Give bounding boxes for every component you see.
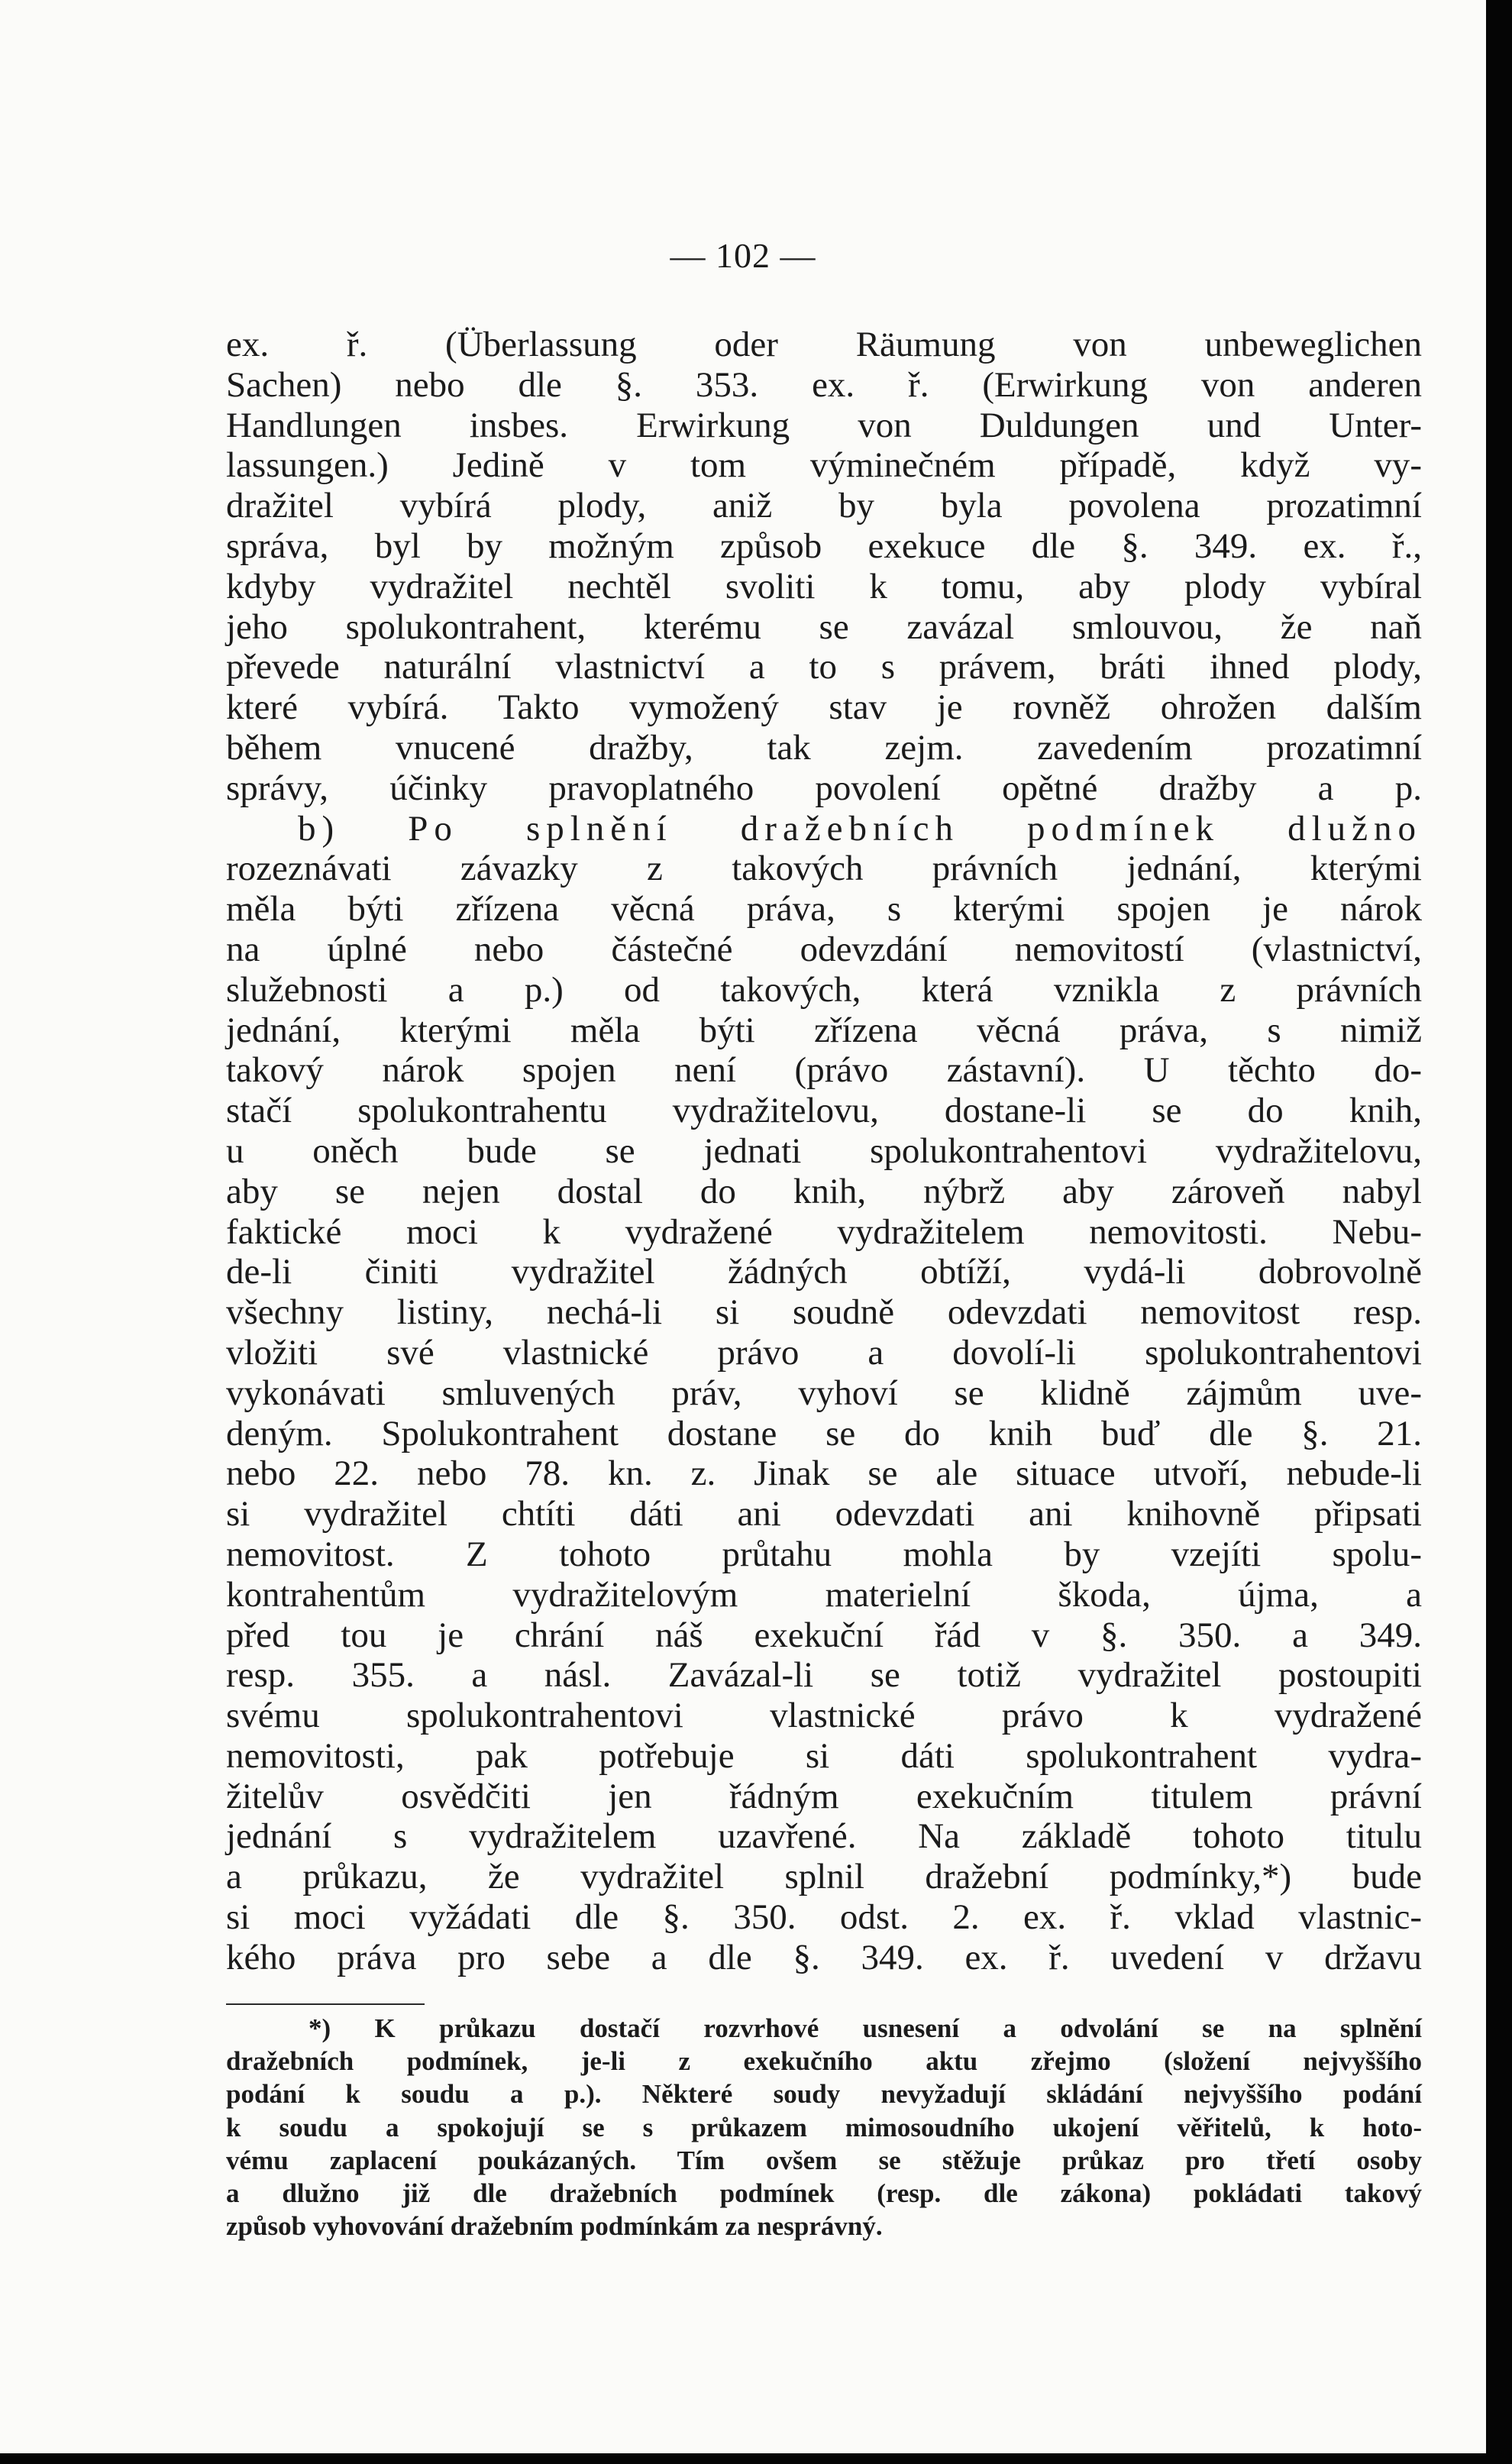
text-line: dražitel vybírá plody, aniž by byla povolena prozatimní bbox=[226, 486, 1422, 526]
text-line: nemovitosti, pak potřebuje si dáti spolukontrahent vydra- bbox=[226, 1735, 1422, 1776]
text-line: svému spolukontrahentovi vlastnické právo k vydražené bbox=[226, 1696, 1422, 1736]
text-line: Sachen) nebo dle §. 353. ex. ř. (Erwirkung von anderen bbox=[226, 364, 1422, 405]
footnote-line: způsob vyhovování dražebním podmínkám za nesprávný. bbox=[226, 2211, 883, 2242]
text-line: služebnosti a p.) od takových, která vznikla z právních bbox=[226, 969, 1422, 1010]
text-line: jednání, kterými měla býti zřízena věcná práva, s nimiž bbox=[226, 1010, 1422, 1050]
scan-border-bottom bbox=[0, 2453, 1512, 2464]
text-line: žitelův osvědčiti jen řádným exekučním titulem právní bbox=[226, 1776, 1422, 1816]
text-line: jednání s vydražitelem uzavřené. Na základě tohoto titulu bbox=[226, 1816, 1422, 1857]
scan-border-right bbox=[1486, 0, 1512, 2464]
text-line: kdyby vydražitel nechtěl svoliti k tomu, aby plody vybíral bbox=[226, 566, 1422, 606]
text-line: na úplné nebo částečné odevzdání nemovitostí (vlastnictví, bbox=[226, 929, 1422, 969]
text-line: deným. Spolukontrahent dostane se do knih buď dle §. 21. bbox=[226, 1413, 1422, 1454]
text-line: před tou je chrání náš exekuční řád v §. 350. a 349. bbox=[226, 1615, 1422, 1655]
text-line: během vnucené dražby, tak zejm. zavedením prozatimní bbox=[226, 727, 1422, 768]
footnote-line: vému zaplacení poukázaných. Tím ovšem se stěžuje průkaz pro třetí osoby bbox=[226, 2145, 1422, 2175]
text-line: de-li činiti vydražitel žádných obtíží, vydá-li dobrovolně bbox=[226, 1252, 1422, 1292]
text-line: u oněch bude se jednati spolukontrahentovi vydražitelovu, bbox=[226, 1130, 1422, 1171]
text-line: měla býti zřízena věcná práva, s kterými spojen je nárok bbox=[226, 889, 1422, 930]
footnote-line: k soudu a spokojují se s průkazem mimosoudního ukojení věřitelů, k hoto- bbox=[226, 2112, 1422, 2142]
text-line: správy, účinky pravoplatného povolení opětné dražby a p. bbox=[226, 768, 1422, 808]
text-line: převede naturální vlastnictví a to s právem, bráti ihned plody, bbox=[226, 647, 1422, 687]
text-line: kontrahentům vydražitelovým materielní škoda, újma, a bbox=[226, 1574, 1422, 1615]
text-line: Handlungen insbes. Erwirkung von Duldungen und Unter- bbox=[226, 405, 1422, 445]
page-number: — 102 — bbox=[670, 236, 816, 275]
text-line: nebo 22. nebo 78. kn. z. Jinak se ale situace utvoří, nebude-li bbox=[226, 1454, 1422, 1494]
text-line: vložiti své vlastnické právo a dovolí-li spolukontrahentovi bbox=[226, 1332, 1422, 1373]
text-line: si moci vyžádati dle §. 350. odst. 2. ex. ř. vklad vlastnic- bbox=[226, 1897, 1422, 1938]
footnote-divider bbox=[226, 2003, 425, 2005]
text-line: lassungen.) Jedině v tom výminečném případě, když vy- bbox=[226, 445, 1422, 486]
text-line: správa, byl by možným způsob exekuce dle §. 349. ex. ř., bbox=[226, 525, 1422, 566]
paragraph-heading-line bbox=[226, 809, 1422, 849]
text-line: stačí spolukontrahentu vydražitelovu, dostane-li se do knih, bbox=[226, 1091, 1422, 1131]
text-line: které vybírá. Takto vymožený stav je rovněž ohrožen dalším bbox=[226, 687, 1422, 728]
text-line: jeho spolukontrahent, kterému se zavázal smlouvou, že naň bbox=[226, 606, 1422, 647]
text-line: nemovitost. Z tohoto průtahu mohla by vzejíti spolu- bbox=[226, 1534, 1422, 1574]
text-line: takový nárok spojen není (právo zástavní). U těchto do- bbox=[226, 1050, 1422, 1091]
footnote-line: dražebních podmínek, je-li z exekučního aktu zřejmo (složení nejvyššího bbox=[226, 2046, 1422, 2077]
text-line: faktické moci k vydražené vydražitelem nemovitosti. Nebu- bbox=[226, 1211, 1422, 1252]
main-text bbox=[226, 325, 1422, 1978]
text-line: rozeznávati závazky z takových právních jednání, kterými bbox=[226, 849, 1422, 889]
footnote-line: podání k soudu a p.). Některé soudy nevyžadují skládání nejvyššího podání bbox=[226, 2079, 1422, 2110]
text-line: resp. 355. a násl. Zavázal-li se totiž vydražitel postoupiti bbox=[226, 1655, 1422, 1696]
text-line: kého práva pro sebe a dle §. 349. ex. ř. uvedení v državu bbox=[226, 1937, 1422, 1977]
footnote-line: a dlužno již dle dražebních podmínek (resp. dle zákona) pokládati takový bbox=[226, 2178, 1422, 2208]
text-line: a průkazu, že vydražitel splnil dražební podmínky,*) bude bbox=[226, 1857, 1422, 1897]
text-line: vykonávati smluvených práv, vyhoví se klidně zájmům uve- bbox=[226, 1373, 1422, 1413]
text-line: si vydražitel chtíti dáti ani odevzdati ani knihovně připsati bbox=[226, 1494, 1422, 1534]
text-line: ex. ř. (Überlassung oder Räumung von unbeweglichen bbox=[226, 325, 1422, 364]
text-line: všechny listiny, nechá-li si soudně odevzdati nemovitost resp. bbox=[226, 1292, 1422, 1333]
footnote-line: *) K průkazu dostačí rozvrhové usnesení a odvolání se na splnění bbox=[309, 2013, 1422, 2043]
text-line: aby se nejen dostal do knih, nýbrž aby zároveň nabyl bbox=[226, 1171, 1422, 1211]
paragraph-heading: b) Po splnění dražebních podmínek dlužno bbox=[298, 808, 1422, 849]
footnote bbox=[226, 2012, 1422, 2242]
